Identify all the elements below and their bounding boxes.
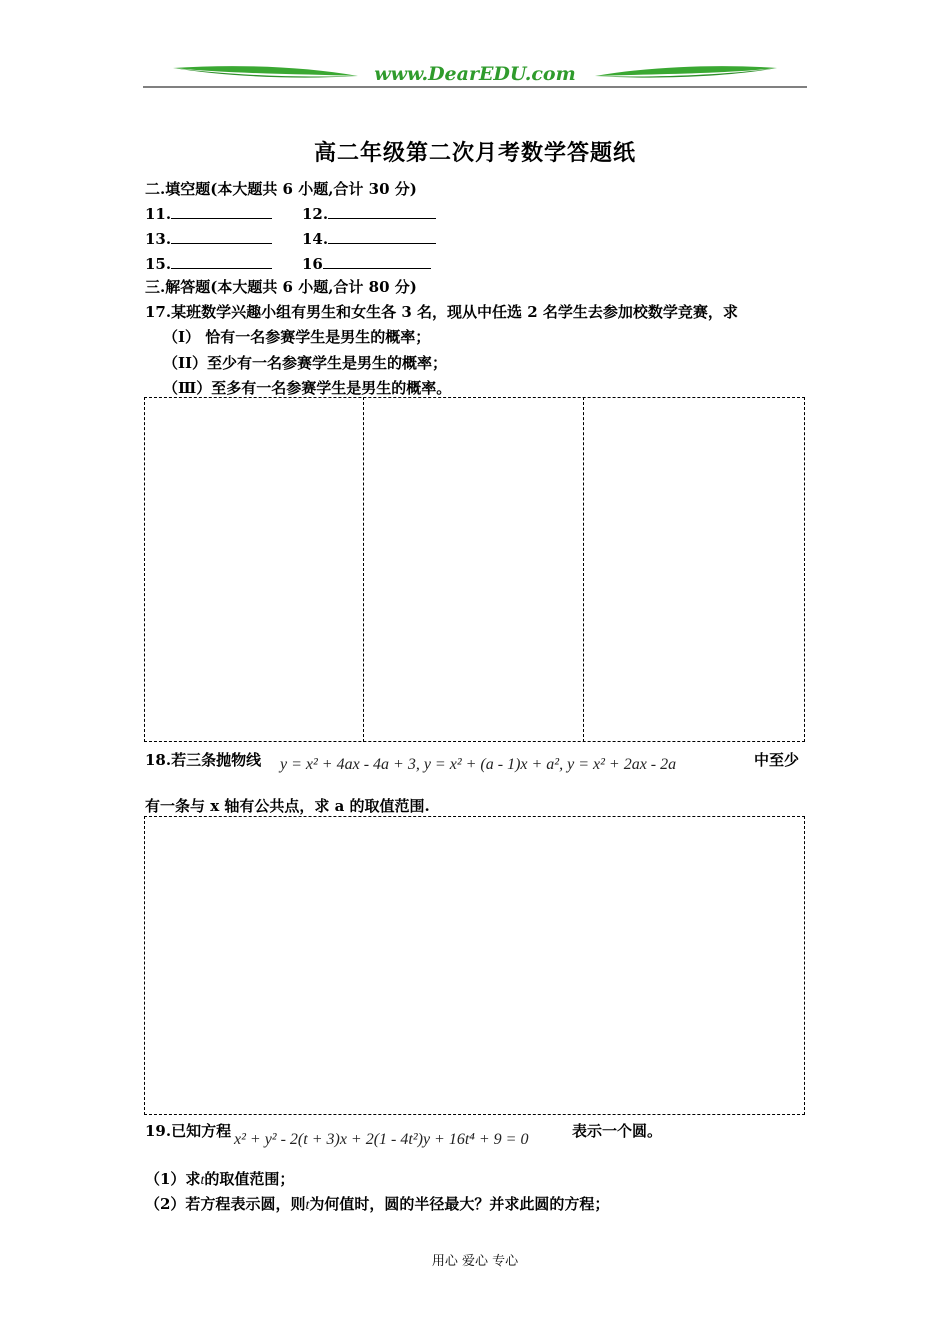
q19-part-1 xyxy=(145,1168,294,1189)
q19-variable-t: t xyxy=(200,1173,205,1188)
q19-prefix: 19.已知方程 xyxy=(145,1122,232,1140)
section3-heading: 三.解答题(本大题共 6 小题,合计 80 分) xyxy=(145,278,417,296)
q18-formula: y = x² + 4ax - 4a + 3, y = x² + (a - 1)x + a², y = x² + 2ax - 2a xyxy=(280,756,677,773)
q17-part-1: （I） 恰有一名参赛学生是男生的概率； xyxy=(163,328,431,346)
q19-suffix: 表示一个圆。 xyxy=(572,1122,663,1140)
q17-answer-box[interactable] xyxy=(144,397,805,742)
answer-blank[interactable] xyxy=(171,229,272,244)
blank-label: 11. xyxy=(145,205,172,223)
q19-part2-text-end: 为何值时，圆的半径最大？并求此圆的方程； xyxy=(309,1195,610,1213)
q19-part2-text: （2）若方程表示圆，则 xyxy=(145,1195,306,1213)
blank-item-11 xyxy=(145,204,272,223)
q19-part-2 xyxy=(145,1193,609,1214)
blank-label: 16 xyxy=(302,255,323,273)
blank-label: 14. xyxy=(302,230,329,248)
header-logo-text: www.DearEDU.com xyxy=(374,63,576,85)
blank-item-15 xyxy=(145,254,272,273)
blank-item-13 xyxy=(145,229,272,248)
q17-part-3: （Ⅲ）至多有一名参赛学生是男生的概率。 xyxy=(163,379,452,397)
blank-label: 12. xyxy=(302,205,329,223)
q18-suffix: 中至少 xyxy=(754,751,800,769)
section2-heading: 二.填空题(本大题共 6 小题,合计 30 分) xyxy=(145,180,417,198)
answer-blank[interactable] xyxy=(323,254,431,269)
answer-blank[interactable] xyxy=(171,254,272,269)
q19-part1-text: （1）求 xyxy=(145,1170,201,1188)
page-title: 高二年级第二次月考数学答题纸 xyxy=(313,140,636,166)
page-footer: 用心 爱心 专心 xyxy=(431,1254,519,1269)
q18-answer-box[interactable] xyxy=(144,816,805,1115)
blank-item-14 xyxy=(302,229,436,248)
q18-line2: 有一条与 x 轴有公共点，求 a 的取值范围. xyxy=(145,797,430,815)
blank-item-12 xyxy=(302,204,436,223)
q17-box-divider xyxy=(583,397,584,742)
q19-part1-text-end: 的取值范围； xyxy=(204,1170,295,1188)
answer-blank[interactable] xyxy=(328,229,436,244)
q17-stem: 17.某班数学兴趣小组有男生和女生各 3 名，现从中任选 2 名学生去参加校数学竞赛，求 xyxy=(145,303,738,321)
blank-item-16 xyxy=(302,254,431,273)
blank-label: 13. xyxy=(145,230,172,248)
blank-label: 15. xyxy=(145,255,172,273)
answer-blank[interactable] xyxy=(328,204,436,219)
q17-box-divider xyxy=(363,397,364,742)
header-banner xyxy=(143,62,807,90)
q18-prefix: 18.若三条抛物线 xyxy=(145,751,262,769)
q17-part-2: （II）至少有一名参赛学生是男生的概率； xyxy=(163,354,448,372)
q19-formula: x² + y² - 2(t + 3)x + 2(1 - 4t²)y + 16t⁴ + 9 = 0 xyxy=(234,1131,529,1148)
answer-blank[interactable] xyxy=(171,204,272,219)
q19-variable-t: t xyxy=(305,1198,310,1213)
